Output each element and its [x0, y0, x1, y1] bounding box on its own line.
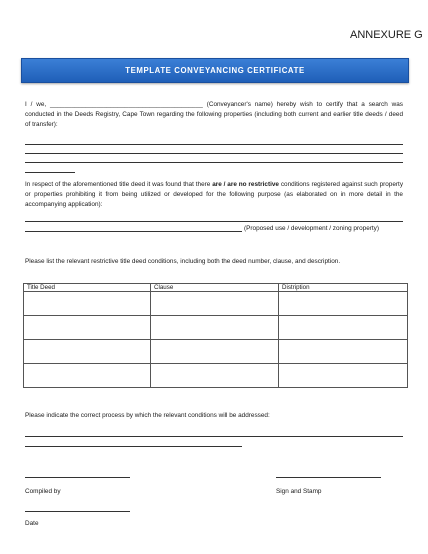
- page-title: TEMPLATE CONVEYANCING CERTIFICATE: [125, 66, 305, 75]
- purpose-line-1: [25, 221, 403, 222]
- conditions-table: [23, 283, 408, 388]
- annexure-label: ANNEXURE G: [350, 29, 423, 41]
- table-cell[interactable]: [279, 292, 408, 316]
- table-cell[interactable]: [151, 292, 279, 316]
- table-cell[interactable]: [151, 316, 279, 340]
- restriction-text-after: conditions registered against such property or properties prohibiting it from being utilized or developed for the following purpose (as elaborated on in more detail in the accompanying application):: [25, 181, 404, 208]
- proposed-use-label: (Proposed use / development / zoning property): [244, 225, 379, 232]
- restriction-paragraph: [25, 180, 403, 209]
- compiled-by-line: [25, 477, 130, 478]
- list-instruction: Please list the relevant restrictive title deed conditions, including both the deed number, clause, and description.: [25, 258, 341, 265]
- property-line-1: [25, 144, 403, 145]
- table-cell[interactable]: [24, 364, 151, 388]
- table-cell[interactable]: [24, 340, 151, 364]
- table-cell[interactable]: [279, 316, 408, 340]
- table-cell[interactable]: [279, 340, 408, 364]
- property-line-2: [25, 153, 403, 154]
- property-line-4: [25, 172, 75, 173]
- header-title-deed: Title Deed: [24, 284, 151, 292]
- table-cell[interactable]: [151, 364, 279, 388]
- table-cell[interactable]: [279, 364, 408, 388]
- certify-prefix: I / we,: [25, 101, 47, 108]
- property-line-3: [25, 162, 403, 163]
- table-cell[interactable]: [151, 340, 279, 364]
- table-row: [24, 364, 408, 388]
- restriction-choice: are / are no restrictive: [212, 181, 279, 188]
- conveyancer-name-blank: ___________________________________________: [50, 101, 203, 108]
- title-banner: [21, 58, 409, 83]
- header-clause: Clause: [151, 284, 279, 292]
- restriction-text-before: In respect of the aforementioned title deed it was found that there: [25, 181, 213, 188]
- certify-text: (Conveyancer's name) hereby wish to certify that a search was conducted in the Deeds Registry, Cape Town regarding the following properties (including both current and earlier title deeds / deed of transfer):: [25, 101, 403, 128]
- date-label: Date: [25, 520, 39, 527]
- table-cell[interactable]: [24, 292, 151, 316]
- table-row: [24, 316, 408, 340]
- table-row: [24, 340, 408, 364]
- header-description: Distription: [279, 284, 408, 292]
- purpose-line-2: [25, 231, 242, 232]
- compiled-by-label: Compiled by: [25, 488, 61, 495]
- process-instruction: Please indicate the correct process by which the relevant conditions will be addressed:: [25, 412, 270, 419]
- table-header-row: [24, 284, 408, 292]
- date-line: [25, 511, 130, 512]
- table-row: [24, 292, 408, 316]
- certify-paragraph: [25, 100, 403, 129]
- sign-stamp-label: Sign and Stamp: [276, 488, 322, 495]
- sign-stamp-line: [276, 477, 381, 478]
- table-cell[interactable]: [24, 316, 151, 340]
- process-line-2: [25, 446, 242, 447]
- process-line-1: [25, 436, 403, 437]
